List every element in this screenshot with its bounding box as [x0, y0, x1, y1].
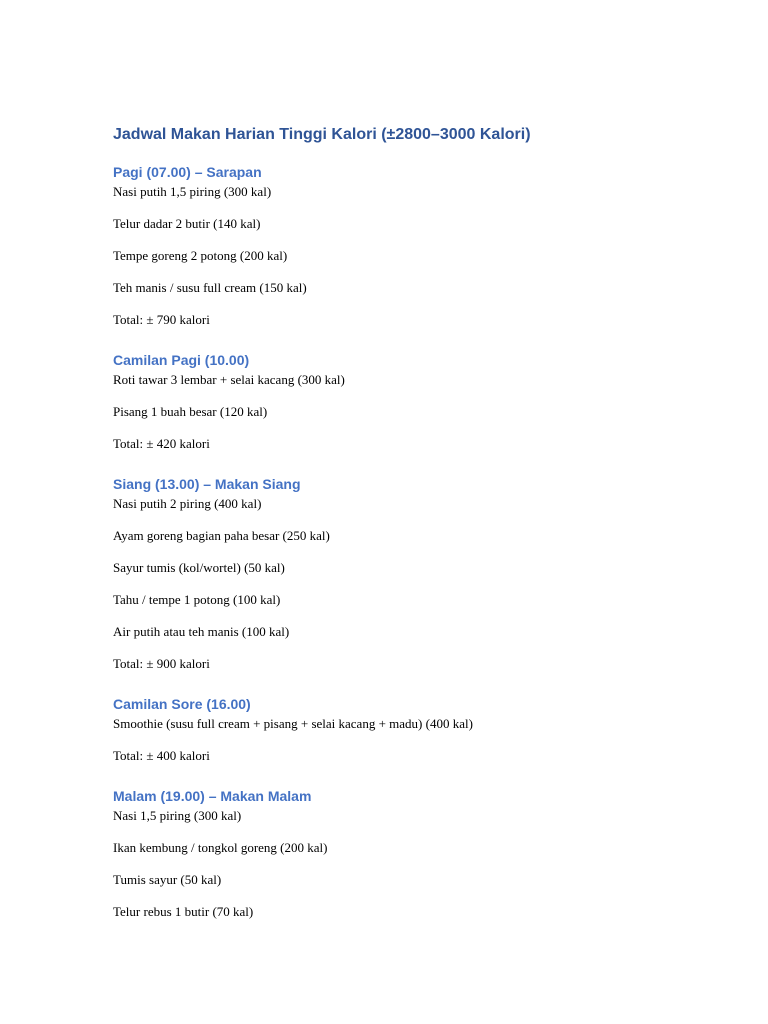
section-heading: Pagi (07.00) – Sarapan [113, 164, 262, 180]
list-item: Air putih atau teh manis (100 kal) [113, 624, 290, 639]
list-item: Telur rebus 1 butir (70 kal) [113, 904, 254, 919]
list-item: Sayur tumis (kol/wortel) (50 kal) [113, 560, 285, 575]
section-total: Total: ± 790 kalori [113, 312, 210, 327]
list-item: Roti tawar 3 lembar + selai kacang (300 kal) [113, 372, 345, 387]
section-total: Total: ± 420 kalori [113, 436, 210, 451]
section-heading: Malam (19.00) – Makan Malam [113, 788, 312, 804]
section-heading: Camilan Sore (16.00) [113, 696, 251, 712]
section-malam [113, 785, 713, 921]
section-total: Total: ± 900 kalori [113, 656, 210, 671]
section-heading: Camilan Pagi (10.00) [113, 352, 250, 368]
section-camilan-sore [113, 693, 713, 779]
section-camilan-pagi [113, 349, 713, 467]
list-item: Nasi 1,5 piring (300 kal) [113, 808, 242, 823]
list-item: Ayam goreng bagian paha besar (250 kal) [113, 528, 330, 543]
list-item: Smoothie (susu full cream + pisang + selai kacang + madu) (400 kal) [113, 716, 473, 731]
section-pagi [113, 161, 713, 343]
list-item: Ikan kembung / tongkol goreng (200 kal) [113, 840, 328, 855]
section-siang [113, 473, 713, 687]
list-item: Nasi putih 1,5 piring (300 kal) [113, 184, 272, 199]
list-item: Tumis sayur (50 kal) [113, 872, 222, 887]
list-item: Pisang 1 buah besar (120 kal) [113, 404, 268, 419]
list-item: Tahu / tempe 1 potong (100 kal) [113, 592, 281, 607]
section-heading: Siang (13.00) – Makan Siang [113, 476, 301, 492]
section-total: Total: ± 400 kalori [113, 748, 210, 763]
list-item: Teh manis / susu full cream (150 kal) [113, 280, 307, 295]
document-page [113, 123, 713, 927]
list-item: Nasi putih 2 piring (400 kal) [113, 496, 262, 511]
list-item: Tempe goreng 2 potong (200 kal) [113, 248, 288, 263]
list-item: Telur dadar 2 butir (140 kal) [113, 216, 261, 231]
document-title: Jadwal Makan Harian Tinggi Kalori (±2800–3000 Kalori) [113, 126, 531, 143]
